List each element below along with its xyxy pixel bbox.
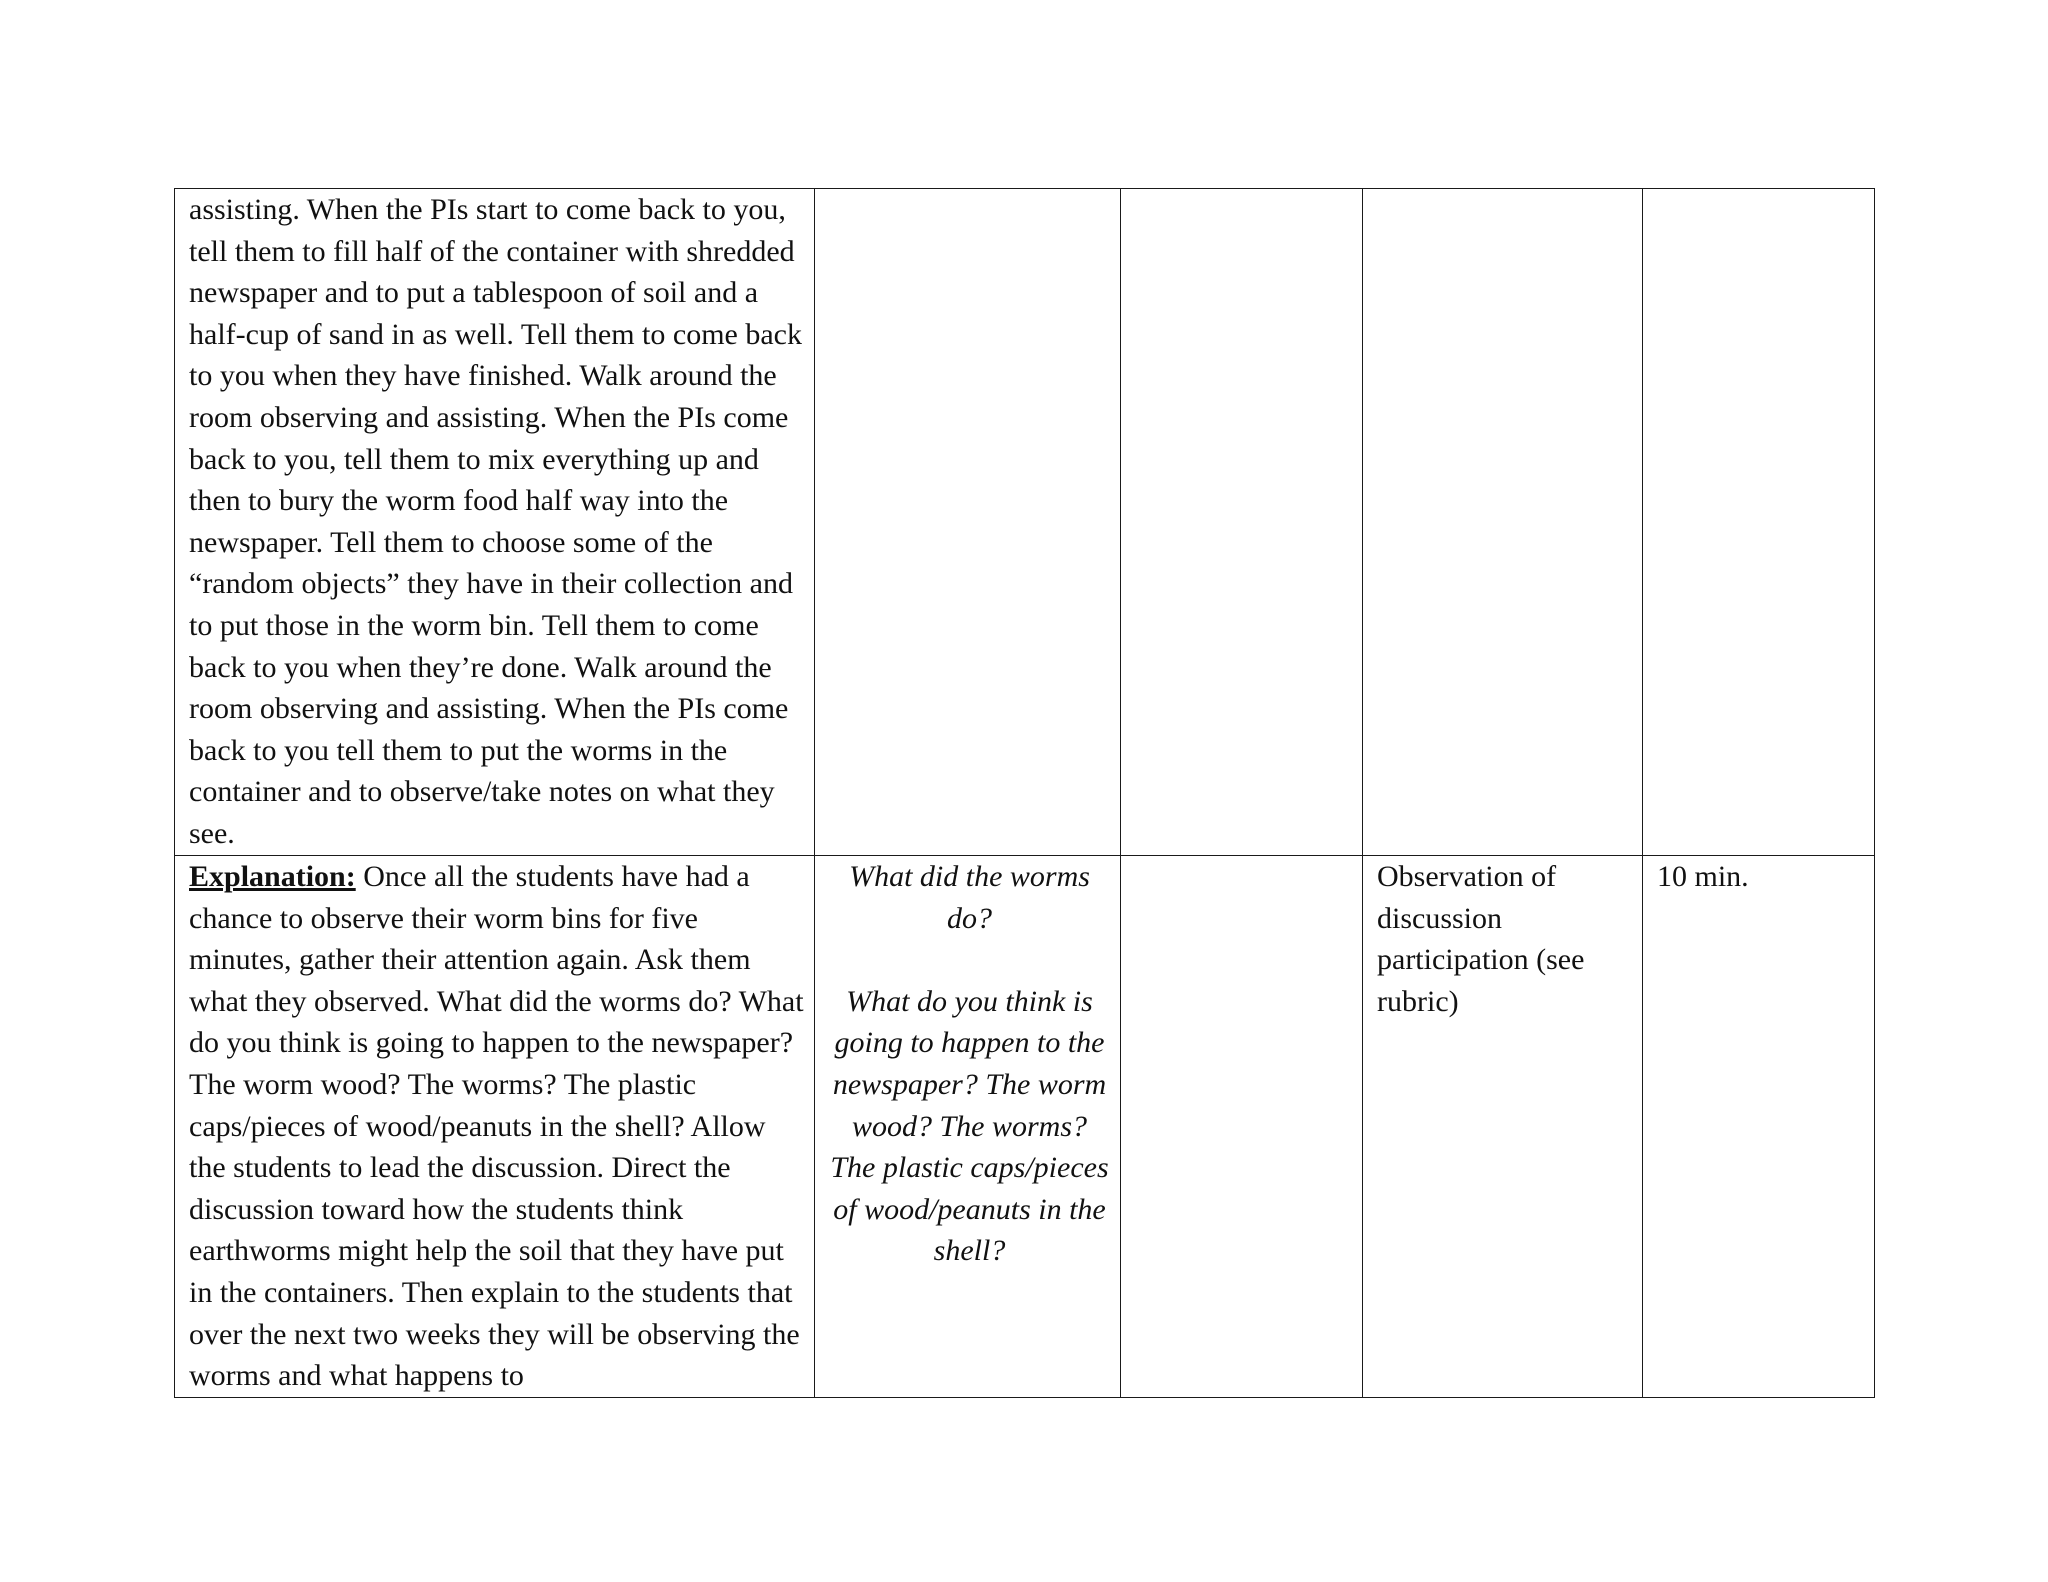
procedure-text: assisting. When the PIs start to come back to you, tell them to fill half of the container with shredded newspaper and to put a tablespoon of soil and a half-cup of sand in as well. Tell them to come back to you when they have finished. Walk around the room observing and assisting. When the PIs come back to you, tell them to mix everything up and then to bury the worm food half way into the newspaper. Tell them to choose some of the “random objects” they have in their collection and to put those in the worm bin. Tell them to come back to you when they’re done. Walk around the room observing and assisting. When the PIs come back to you tell them to put the worms in the container and to observe/take notes on what they see. xyxy=(189,193,802,850)
time-cell xyxy=(1643,189,1875,856)
procedure-cell xyxy=(175,856,815,1398)
questions-cell xyxy=(815,856,1121,1398)
table-row xyxy=(175,856,1875,1398)
empty-cell xyxy=(1121,856,1363,1398)
questions-cell xyxy=(815,189,1121,856)
lesson-plan-table xyxy=(174,188,1875,1398)
phase-label: Explanation: xyxy=(189,860,356,893)
empty-cell xyxy=(1121,189,1363,856)
procedure-cell xyxy=(175,189,815,856)
table-row xyxy=(175,189,1875,856)
assessment-cell: Observation of discussion participation (see rubric) xyxy=(1363,856,1643,1398)
assessment-cell xyxy=(1363,189,1643,856)
question-item: What do you think is going to happen to the newspaper? The worm wood? The worms? The plastic caps/pieces of wood/peanuts in the shell? xyxy=(830,984,1109,1268)
procedure-body: Once all the students have had a chance to observe their worm bins for five minutes, gather their attention again. Ask them what they observed. What did the worms do? What do you think is going to happen to the newspaper? The worm wood? The worms? The plastic caps/pieces of wood/peanuts in the shell? Allow the students to lead the discussion. Direct the discussion toward how the students think earthworms might help the soil that they have put in the containers. Then explain to the students that over the next two weeks they will be observing the worms and what happens to xyxy=(189,860,804,1393)
procedure-text xyxy=(189,856,804,1397)
time-cell: 10 min. xyxy=(1643,856,1875,1398)
question-item: What did the worms do? xyxy=(849,860,1090,935)
